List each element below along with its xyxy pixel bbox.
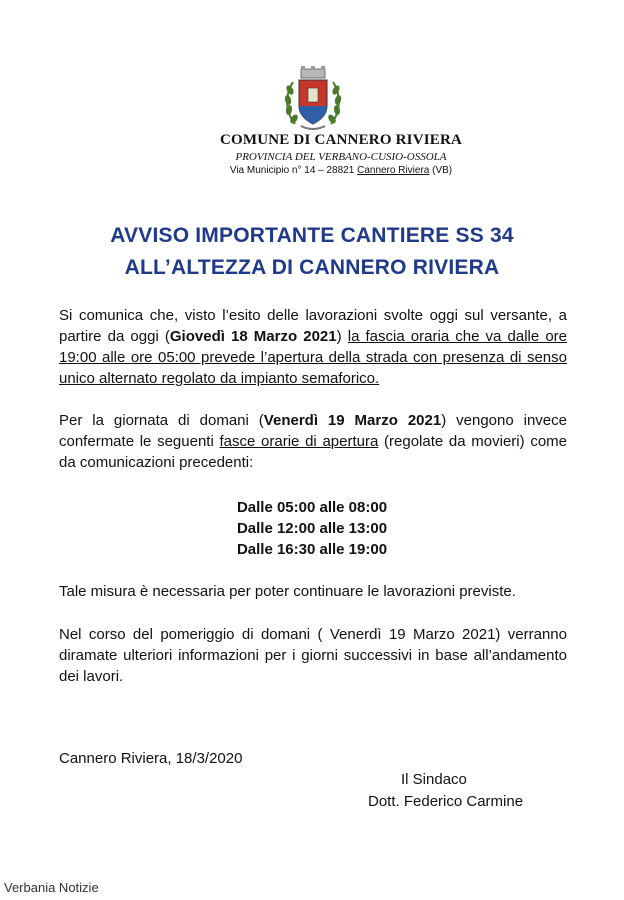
para2-text-a: Per la giornata di domani ( [59,412,264,429]
paragraph-aggiornamenti: Nel corso del pomeriggio di domani ( Venerdì 19 Marzo 2021) verranno diramate ulteriori informazioni per i giorni successivi in base all’andamento dei lavori. [59,626,567,685]
orario-item: Dalle 05:00 alle 08:00 [236,499,388,516]
para2-text-e: (regolate da movieri) come da comunicazioni precedenti: [59,433,567,471]
place-date: Cannero Riviera, 18/3/2020 [59,750,243,767]
date-giovedi: Giovedì 18 Marzo 2021 [169,328,337,345]
provincia-name: PROVINCIA DEL VERBANO-CUSIO-OSSOLA [235,151,447,163]
municipal-crest-icon [281,66,345,134]
orario-item: Dalle 12:00 alle 13:00 [236,520,388,537]
address [0,165,624,176]
para1-fascia-oraria: la fascia oraria che va dalle ore 19:00 alle ore 05:00 prevede l’apertura della strada con presenza di senso unico alternato regolato da impianto semaforico. [59,328,567,387]
comune-name: COMUNE DI CANNERO RIVIERA [219,132,463,148]
paragraph-apertura-oggi [59,305,567,389]
para1-text-a: Si comunica che, visto l’esito delle lavorazioni svolte oggi sul versante, a partire da oggi ( [59,307,567,345]
watermark: Verbania Notizie [4,880,99,895]
signature-name: Dott. Federico Carmine [368,793,524,810]
signature-role: Il Sindaco [401,771,467,788]
address-town: Cannero Riviera [357,165,430,176]
address-street: Via Municipio n° 14 – 28821 [229,165,358,176]
para2-fasce-orarie: fasce orarie di apertura [219,433,379,450]
notice-title-line-1: AVVISO IMPORTANTE CANTIERE SS 34 [110,224,514,247]
orari-list [0,497,624,560]
orario-item: Dalle 16:30 alle 19:00 [236,541,388,558]
date-venerdi: Venerdì 19 Marzo 2021 [263,412,442,429]
para1-text-c: ) [336,328,348,345]
paragraph-misura: Tale misura è necessaria per poter continuare le lavorazioni previste. [59,583,516,600]
para2-text-c: ) vengono invece confermate le seguenti [59,412,567,450]
notice-title-line-2: ALL’ALTEZZA DI CANNERO RIVIERA [124,256,500,279]
address-province: (VB) [429,165,453,176]
paragraph-domani [59,410,567,473]
